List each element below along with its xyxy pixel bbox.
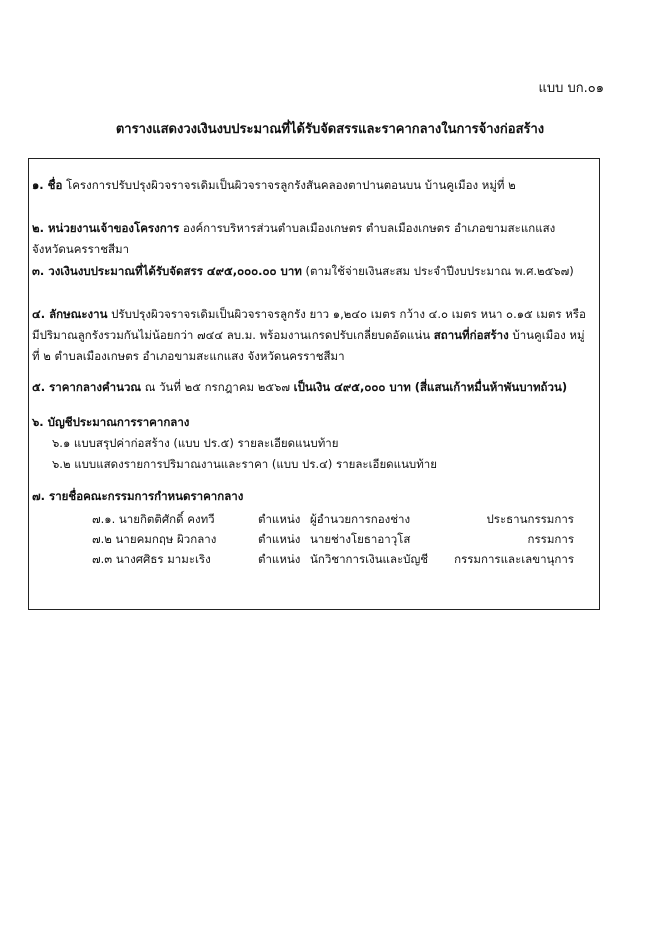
item-3-text: (ตามใช้จ่ายเงินสะสม ประจำปีงบประมาณ พ.ศ.๒๕๖๗) xyxy=(305,264,574,278)
item-7-committee-header xyxy=(32,486,588,507)
item-3-label: ๓. วงเงินงบประมาณที่ได้รับจัดสรร ๔๙๕,๐๐๐.๐๐ บาท xyxy=(32,264,302,278)
member-role: ประธานกรรมการ xyxy=(486,512,574,526)
item-3-budget xyxy=(32,261,588,282)
member-role: กรรมการและเลขานุการ xyxy=(454,552,574,566)
item-5-label: ๕. ราคากลางคำนวณ xyxy=(32,380,142,394)
member-position: นักวิชาการเงินและบัญชี xyxy=(310,552,429,566)
item-2-text: องค์การบริหารส่วนตำบลเมืองเกษตร ตำบลเมืองเกษตร อำเภอขามสะแกแสง จังหวัดนครราชสีมา xyxy=(32,221,556,256)
member-name: ๗.๑. นายกิตติศักดิ์ คงทวี xyxy=(92,512,215,526)
position-label: ตำแหน่ง xyxy=(258,532,301,546)
item-4-site-label: สถานที่ก่อสร้าง xyxy=(433,328,509,342)
item-4-work-description xyxy=(32,304,588,367)
item-5-text: ณ วันที่ ๒๕ กรกฎาคม ๒๕๖๗ xyxy=(144,380,291,394)
item-1-text: โครงการปรับปรุงผิวจราจรเดิมเป็นผิวจราจรลูกรังสันคลองตาปานตอนบน บ้านคูเมือง หมู่ที่ ๒ xyxy=(66,178,516,192)
member-name: ๗.๓ นางศศิธร มามะเริง xyxy=(92,552,211,566)
document-title: ตารางแสดงวงเงินงบประมาณที่ได้รับจัดสรรและราคากลางในการจ้างก่อสร้าง xyxy=(115,122,545,137)
item-4-label: ๔. ลักษณะงาน xyxy=(32,307,108,321)
position-label: ตำแหน่ง xyxy=(258,552,301,566)
member-role: กรรมการ xyxy=(527,532,574,546)
member-name: ๗.๒ นายคมกฤษ ผิวกลาง xyxy=(92,532,217,546)
item-6-estimate-header xyxy=(32,412,588,433)
item-5-amount: เป็นเงิน ๔๙๕,๐๐๐ บาท (สี่แสนเก้าหมื่นห้าพันบาทถ้วน) xyxy=(293,380,568,394)
position-label: ตำแหน่ง xyxy=(258,512,301,526)
item-1-project-name xyxy=(32,175,588,196)
item-4-site-text: บ้านคูเมือง หมู่ที่ ๒ ตำบลเมืองเกษตร อำเภอขามสะแกแสง จังหวัดนครราชสีมา xyxy=(32,328,585,363)
item-4-text: ปรับปรุงผิวจราจรเดิมเป็นผิวจราจรลูกรัง ยาว ๑,๒๔๐ เมตร กว้าง ๔.๐ เมตร หนา ๐.๑๕ เมตร หรือมีปริมาณลูกรังรวมกันไม่น้อยกว่า ๗๔๔ ลบ.ม. พร้อมงานเกรดปรับเกลี่ยบดอัดแน่น xyxy=(32,307,586,342)
item-7-label: ๗. รายชื่อคณะกรรมการกำหนดราคากลาง xyxy=(32,489,244,503)
form-code: แบบ บก.๐๑ xyxy=(538,81,604,96)
item-6-sub-1: ๖.๑ แบบสรุปค่าก่อสร้าง (แบบ ปร.๕) รายละเอียดแนบท้าย xyxy=(52,436,339,450)
item-2-owner-agency xyxy=(32,218,588,260)
item-6-sub-2: ๖.๒ แบบแสดงรายการปริมาณงานและราคา (แบบ ปร.๔) รายละเอียดแนบท้าย xyxy=(52,457,438,471)
member-position: ผู้อำนวยการกองช่าง xyxy=(310,512,411,526)
item-2-label: ๒. หน่วยงานเจ้าของโครงการ xyxy=(32,221,180,235)
item-5-median-price xyxy=(32,377,588,398)
item-1-label: ๑. ชื่อ xyxy=(32,178,63,192)
item-6-label: ๖. บัญชีประมาณการราคากลาง xyxy=(32,415,190,429)
member-position: นายช่างโยธาอาวุโส xyxy=(310,532,411,546)
